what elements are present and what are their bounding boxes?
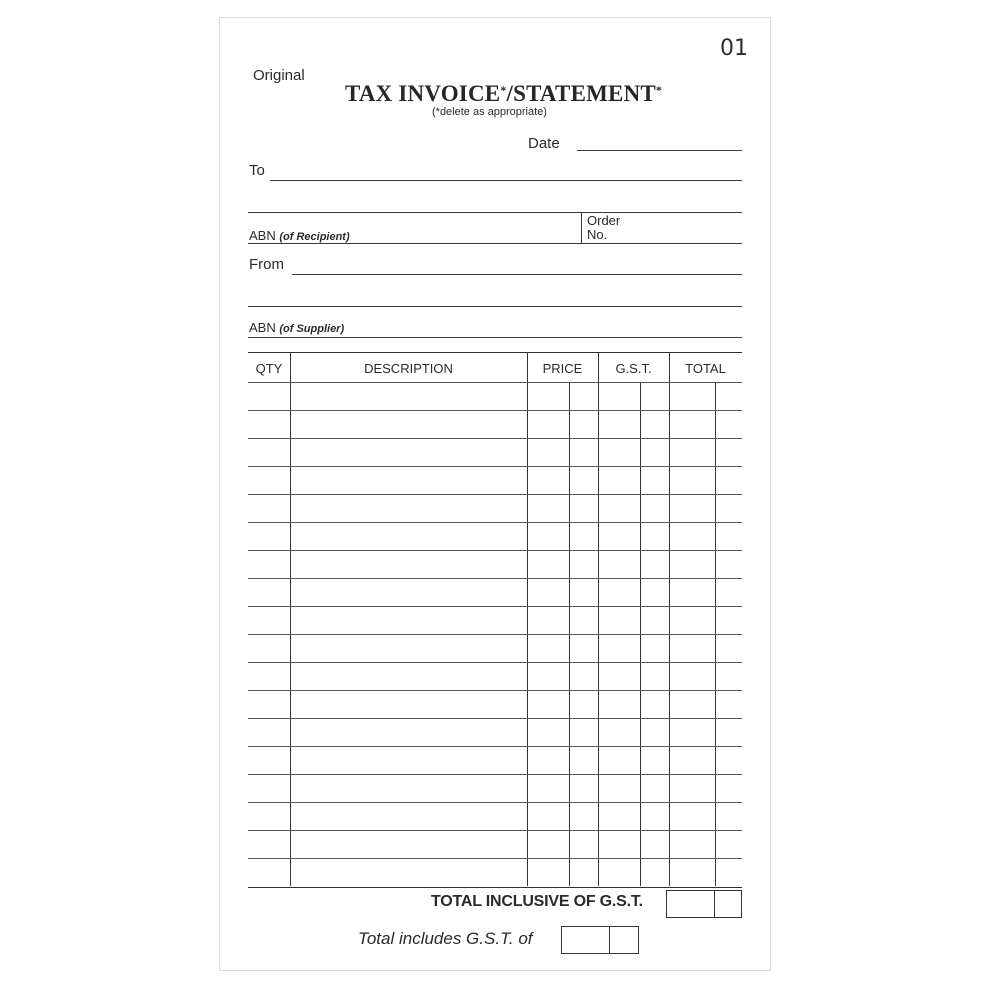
title-statement: /STATEMENT bbox=[506, 81, 656, 106]
table-row[interactable] bbox=[248, 410, 742, 411]
table-row[interactable] bbox=[248, 774, 742, 775]
abn-supplier-label: ABN (of Supplier) bbox=[249, 320, 345, 335]
table-row[interactable] bbox=[248, 718, 742, 719]
title-mark-2: * bbox=[655, 83, 663, 97]
table-row[interactable] bbox=[248, 830, 742, 831]
abn-supplier-field-line[interactable] bbox=[248, 337, 742, 338]
from-field-line-2[interactable] bbox=[248, 306, 742, 307]
abn-recipient-label: ABN (of Recipient) bbox=[249, 228, 350, 243]
table-row[interactable] bbox=[248, 494, 742, 495]
copy-label: Original bbox=[253, 67, 305, 84]
title-mark-1: * bbox=[500, 83, 507, 97]
document-title bbox=[345, 81, 662, 107]
order-no-label: Order No. bbox=[587, 213, 621, 242]
table-row[interactable] bbox=[248, 662, 742, 663]
table-row[interactable] bbox=[248, 522, 742, 523]
table-row[interactable] bbox=[248, 690, 742, 691]
delete-note: (*delete as appropriate) bbox=[432, 106, 547, 118]
table-row[interactable] bbox=[248, 438, 742, 439]
table-header-rule bbox=[248, 382, 742, 383]
abn-supplier-qualifier: (of Supplier) bbox=[279, 323, 345, 335]
items-table bbox=[248, 352, 742, 888]
abn-recipient-field-line[interactable] bbox=[248, 243, 742, 244]
total-inclusive-box[interactable] bbox=[666, 890, 742, 918]
gst-included-label: Total includes G.S.T. of bbox=[358, 929, 533, 948]
total-inclusive-cents-divider bbox=[714, 891, 715, 917]
title-tax-invoice: TAX INVOICE bbox=[345, 81, 501, 106]
table-row[interactable] bbox=[248, 802, 742, 803]
table-row[interactable] bbox=[248, 634, 742, 635]
col-header-gst: G.S.T. bbox=[615, 361, 652, 376]
table-row[interactable] bbox=[248, 746, 742, 747]
table-row[interactable] bbox=[248, 466, 742, 467]
date-field-line[interactable] bbox=[577, 150, 742, 151]
date-label: Date bbox=[528, 135, 560, 152]
from-field-line[interactable] bbox=[292, 274, 742, 275]
col-header-price: PRICE bbox=[542, 361, 583, 376]
col-divider-qty bbox=[290, 352, 291, 886]
col-header-total: TOTAL bbox=[685, 361, 726, 376]
col-divider-price bbox=[598, 352, 599, 886]
table-row[interactable] bbox=[248, 606, 742, 607]
to-field-line[interactable] bbox=[270, 180, 742, 181]
order-no-divider bbox=[581, 212, 582, 243]
to-label: To bbox=[249, 162, 265, 179]
to-field-line-2[interactable] bbox=[248, 212, 742, 213]
abn-recipient-qualifier: (of Recipient) bbox=[279, 231, 350, 243]
document-number: 01 bbox=[720, 36, 748, 61]
table-row[interactable] bbox=[248, 858, 742, 859]
table-row[interactable] bbox=[248, 578, 742, 579]
col-divider-gst bbox=[669, 352, 670, 886]
col-header-description: DESCRIPTION bbox=[364, 361, 453, 376]
from-label: From bbox=[249, 256, 284, 273]
col-header-qty: QTY bbox=[255, 361, 283, 376]
gst-included-cents-divider bbox=[609, 927, 610, 953]
gst-included-box[interactable] bbox=[561, 926, 639, 954]
total-inclusive-label: TOTAL INCLUSIVE OF G.S.T. bbox=[431, 893, 643, 910]
col-divider-description bbox=[527, 352, 528, 886]
table-row[interactable] bbox=[248, 550, 742, 551]
